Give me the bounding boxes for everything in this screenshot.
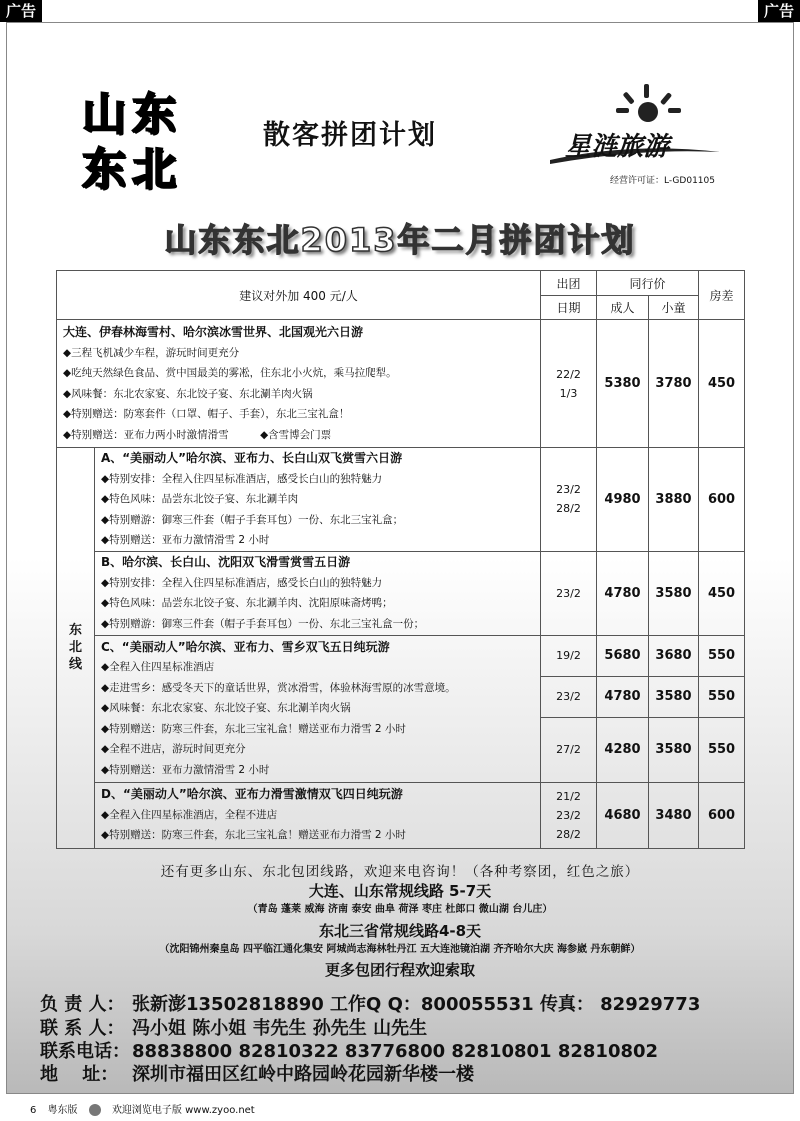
tour-line: ◆特别赠送：防寒三件套，东北三宝礼盒！赠送亚布力滑雪 2 小时 [101,722,406,735]
room-surcharge: 550 [699,676,745,717]
page-footer [30,1101,263,1116]
ad-tag-left: 广告 [0,0,42,22]
date: 21/2 [556,789,581,803]
region-text: 东北线 [68,623,82,673]
depart-dates [541,551,597,635]
contact-value: 深圳市福田区红岭中路园岭花园新华楼一楼 [132,1064,474,1085]
table-row [57,320,745,448]
tour-line: ◆吃纯天然绿色食品、赏中国最美的雾凇，住东北小火炕，乘马拉爬犁。 [63,367,397,379]
tour-details [57,320,541,448]
adult-price: 4680 [597,782,649,848]
date: 23/2 [556,808,581,822]
date: 28/2 [556,827,581,841]
contact-label: 地 址： [40,1064,119,1085]
contact-label: 负 责 人： [40,994,125,1015]
title-line2: 东北 [82,144,182,195]
header-room: 房差 [699,271,745,320]
northeast-routes: 东北三省常规线路4-8天 [318,922,482,940]
date: 1/3 [559,386,578,400]
table-row [57,635,745,676]
contact-label: 联系电话： [40,1041,130,1062]
room-surcharge: 550 [699,635,745,676]
date: 23/2 [556,483,581,497]
tour-line: ◆特别赠游：御寒三件套（帽子手套耳包）一份、东北三宝礼盒一份； [101,617,425,630]
tour-line: ◆走进雪乡：感受冬天下的童话世界，赏冰滑雪，体验林海雪原的冰雪意境。 [101,681,456,694]
more-itineraries: 更多包团行程欢迎索取 [324,961,475,979]
tour-line: ◆特色风味：品尝东北饺子宴、东北涮羊肉、沈阳原味斋烤鸭； [101,597,393,609]
header-child: 小童 [649,296,699,320]
contact-value: 张新澎13502818890 工作Q Q：800055531 传真： 82929773 [132,994,701,1015]
adult-price: 5680 [597,635,649,676]
tour-details [95,551,541,635]
table-row [57,551,745,635]
tour-line: ◆特别安排：全程入住四星标准酒店，感受长白山的独特魅力 [101,472,383,485]
contact-value: 88838800 82810322 83776800 82810801 82810802 [132,1041,659,1062]
tour-line: ◆全程入住四星标准酒店，全程不进店 [101,808,278,821]
edition-badge-icon [89,1104,101,1116]
ad-tag-right: 广告 [758,0,800,22]
tour-line: ◆风味餐：东北农家宴、东北饺子宴、东北涮羊肉火锅 [63,387,313,400]
header-depart-top: 出团 [541,271,597,296]
tour-line: ◆风味餐：东北农家宴、东北饺子宴、东北涮羊肉火锅 [101,702,351,715]
tour-title: D、“美丽动人”哈尔滨、亚布力滑雪激情双飞四日纯玩游 [101,787,403,802]
tour-line: ◆特别赠送：防寒套件（口罩、帽子、手套），东北三宝礼盒！ [63,408,350,420]
tour-title: A、“美丽动人”哈尔滨、亚布力、长白山双飞赏雪六日游 [101,451,403,465]
tour-title: C、“美丽动人”哈尔滨、亚布力、雪乡双飞五日纯玩游 [101,639,390,654]
license-number: 经营许可证：L-GD01105 [610,176,715,186]
contact-manager [40,990,700,1016]
banner-title: 山东东北2013年二月拼团计划 [164,221,636,259]
dalian-shandong-cities: （青岛 蓬莱 威海 济南 泰安 曲阜 荷泽 枣庄 杜郎口 微山湖 台儿庄） [247,904,553,915]
contact-value: 冯小姐 陈小姐 韦先生 孙先生 山先生 [132,1018,428,1039]
adult-price: 4980 [597,448,649,552]
child-price: 3580 [649,676,699,717]
depart-dates [541,448,597,552]
child-price: 3880 [649,448,699,552]
tour-line: ◆特色风味：品尝东北饺子宴、东北涮羊肉 [101,493,299,505]
contact-label: 联 系 人： [40,1018,125,1039]
room-surcharge: 550 [699,717,745,782]
more-routes-note: 还有更多山东、东北包团线路，欢迎来电咨询！（各种考察团，红色之旅） [160,864,640,880]
region-label [57,448,95,849]
tour-line: ◆特别赠送：亚布力激情滑雪 2 小时 [101,763,270,776]
room-surcharge: 450 [699,551,745,635]
tour-line: ◆特别赠游：御寒三件套（帽子手套耳包）一份、东北三宝礼盒； [101,513,404,526]
child-price: 3580 [649,717,699,782]
tour-details [95,448,541,552]
adult-price: 4280 [597,717,649,782]
depart-date: 27/2 [541,717,597,782]
depart-dates [541,320,597,448]
child-price: 3780 [649,320,699,448]
depart-dates [541,782,597,848]
date: 23/2 [556,586,581,600]
date: 22/2 [556,367,581,381]
tour-line: ◆特别赠送：防寒三件套，东北三宝礼盒！赠送亚布力滑雪 2 小时 [101,829,406,842]
tour-plan-table [56,270,745,849]
depart-date: 23/2 [541,676,597,717]
edition-label: 粤东版 [47,1105,78,1116]
room-surcharge: 450 [699,320,745,448]
logo-text: 星涟旅游 [565,132,670,162]
title-line1: 山东 [82,89,182,140]
tour-line: ◆全程不进店，游玩时间更充分 [101,743,246,756]
adult-price: 4780 [597,551,649,635]
price-note: 建议对外加 400 元/人 [57,271,541,320]
tour-line: ◆特别安排：全程入住四星标准酒店，感受长白山的独特魅力 [101,576,383,589]
tour-line: ◆全程入住四星标准酒店 [101,661,215,674]
tour-details [95,782,541,848]
adult-price: 4780 [597,676,649,717]
child-price: 3680 [649,635,699,676]
table-row [57,448,745,552]
tour-title: B、哈尔滨、长白山、沈阳双飞滑雪赏雪五日游 [101,555,351,569]
subheading: 散客拼团计划 [263,120,437,151]
room-surcharge: 600 [699,782,745,848]
header-adult: 成人 [597,296,649,320]
northeast-cities: （沈阳锦州秦皇岛 四平临江通化集安 阿城尚志海林牡丹江 五大连池镜泊湖 齐齐哈尔大庆 海参崴 丹东朝鲜） [159,944,641,955]
depart-date: 19/2 [541,635,597,676]
child-price: 3580 [649,551,699,635]
header-depart-bottom: 日期 [541,296,597,320]
adult-price: 5380 [597,320,649,448]
header-price: 同行价 [597,271,699,296]
table-row [57,782,745,848]
child-price: 3480 [649,782,699,848]
tour-line: ◆特别赠送：亚布力激情滑雪 2 小时 [101,534,270,546]
room-surcharge: 600 [699,448,745,552]
dalian-shandong-routes: 大连、山东常规线路 5-7天 [308,882,492,900]
page-number: 6 [30,1105,37,1116]
date: 28/2 [556,502,581,516]
website-link[interactable]: 欢迎浏览电子版 www.zyoo.net [111,1105,255,1116]
tour-line: ◆特别赠送：亚布力两小时激情滑雪 ◆含雪博会门票 [63,428,332,441]
tour-line: ◆三程飞机减少车程，游玩时间更充分 [63,346,240,359]
tour-details [95,635,541,782]
tour-title: 大连、伊春林海雪村、哈尔滨冰雪世界、北国观光六日游 [63,325,364,339]
contact-address [40,1060,474,1086]
